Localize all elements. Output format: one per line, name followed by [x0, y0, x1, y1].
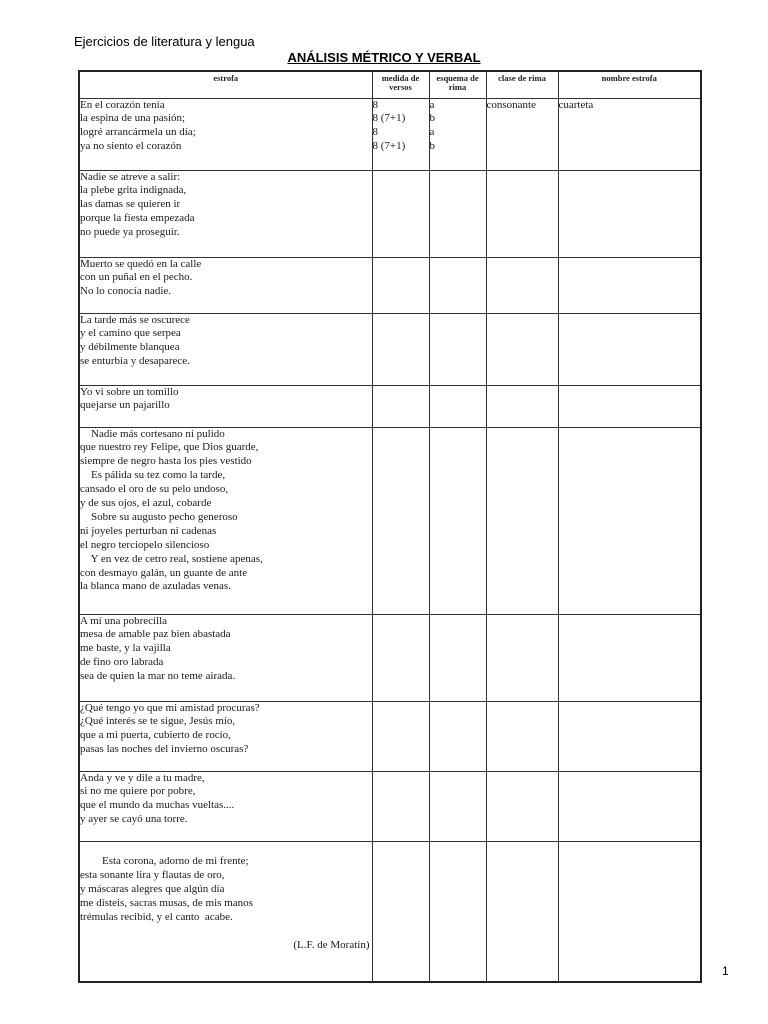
estrofa-cell: Muerto se quedó en la calle con un puñal en el pecho. No lo conocía nadie. — [79, 257, 372, 313]
table-row — [79, 385, 701, 427]
medida-cell[interactable] — [372, 771, 429, 841]
page-header: Ejercicios de literatura y lengua — [74, 34, 255, 49]
estrofa-text: Esta corona, adorno de mi frente; esta sonante lira y flautas de oro, y máscaras alegres que algún día me disteis, sacras musas, de mis manos trémulas recibid, y el canto acabe. — [80, 855, 253, 924]
clase-cell[interactable] — [486, 771, 558, 841]
table-header-row — [79, 71, 701, 98]
medida-cell[interactable] — [372, 427, 429, 614]
estrofa-cell: Anda y ve y dile a tu madre, si no me quiere por pobre, que el mundo da muchas vueltas.... y ayer se cayó una torre. — [79, 771, 372, 841]
medida-cell[interactable] — [372, 614, 429, 701]
estrofa-cell: Yo vi sobre un tomillo quejarse un pajarillo — [79, 385, 372, 427]
table-row — [79, 313, 701, 385]
esquema-cell[interactable] — [429, 701, 486, 771]
nombre-cell[interactable] — [558, 614, 701, 701]
attribution: (L.F. de Moratín) — [293, 938, 370, 951]
esquema-cell[interactable] — [429, 170, 486, 257]
estrofa-cell: Nadie se atreve a salir: la plebe grita indignada, las damas se quieren ir porque la fiesta empezada no puede ya proseguir. — [79, 170, 372, 257]
estrofa-cell: ¿Qué tengo yo que mi amistad procuras? ¿Qué interés se te sigue, Jesús mío, que a mi puerta, cubierto de rocío, pasas las noches del invierno oscuras? — [79, 701, 372, 771]
nombre-cell[interactable] — [558, 385, 701, 427]
nombre-cell[interactable]: cuarteta — [558, 98, 701, 170]
esquema-cell[interactable] — [429, 313, 486, 385]
nombre-cell[interactable] — [558, 257, 701, 313]
estrofa-cell — [79, 841, 372, 982]
table-row — [79, 257, 701, 313]
table-row — [79, 771, 701, 841]
esquema-cell[interactable] — [429, 841, 486, 982]
nombre-cell[interactable] — [558, 170, 701, 257]
column-header-estrofa: estrofa — [79, 71, 372, 98]
medida-cell[interactable] — [372, 313, 429, 385]
medida-cell[interactable] — [372, 385, 429, 427]
estrofa-cell: En el corazón tenía la espina de una pasión; logré arrancármela un día; ya no siento el corazón — [79, 98, 372, 170]
column-header-esquema: esquema de rima — [429, 71, 486, 98]
clase-cell[interactable] — [486, 257, 558, 313]
esquema-cell[interactable]: a b a b — [429, 98, 486, 170]
medida-cell[interactable] — [372, 257, 429, 313]
clase-cell[interactable] — [486, 841, 558, 982]
clase-cell[interactable] — [486, 313, 558, 385]
esquema-cell[interactable] — [429, 771, 486, 841]
table-row — [79, 614, 701, 701]
clase-cell[interactable] — [486, 385, 558, 427]
nombre-cell[interactable] — [558, 313, 701, 385]
table-row — [79, 98, 701, 170]
estrofa-cell: Nadie más cortesano ni pulido que nuestro rey Felipe, que Dios guarde, siempre de negro hasta los pies vestido Es pálida su tez como la tarde, cansado el oro de su pelo undoso, y de sus ojos, el azul, cobarde Sobre su augusto pecho generoso ni joyeles perturban ni cadenas el negro terciopelo silencioso Y en vez de cetro real, sostiene apenas, con desmayo galán, un guante de ante la blanca mano de azuladas venas. — [79, 427, 372, 614]
estrofa-cell: A mí una pobrecilla mesa de amable paz bien abastada me baste, y la vajilla de fino oro labrada sea de quien la mar no teme airada. — [79, 614, 372, 701]
medida-cell[interactable]: 8 8 (7+1) 8 8 (7+1) — [372, 98, 429, 170]
table-row — [79, 427, 701, 614]
nombre-cell[interactable] — [558, 841, 701, 982]
estrofa-cell: La tarde más se oscurece y el camino que serpea y débilmente blanquea se enturbia y desaparece. — [79, 313, 372, 385]
nombre-cell[interactable] — [558, 427, 701, 614]
column-header-medida: medida de versos — [372, 71, 429, 98]
table-row — [79, 701, 701, 771]
esquema-cell[interactable] — [429, 427, 486, 614]
nombre-cell[interactable] — [558, 701, 701, 771]
esquema-cell[interactable] — [429, 385, 486, 427]
clase-cell[interactable]: consonante — [486, 98, 558, 170]
table-row — [79, 841, 701, 982]
clase-cell[interactable] — [486, 170, 558, 257]
esquema-cell[interactable] — [429, 257, 486, 313]
esquema-cell[interactable] — [429, 614, 486, 701]
nombre-cell[interactable] — [558, 771, 701, 841]
clase-cell[interactable] — [486, 614, 558, 701]
column-header-nombre: nombre estrofa — [558, 71, 701, 98]
clase-cell[interactable] — [486, 427, 558, 614]
analysis-table — [78, 70, 702, 983]
medida-cell[interactable] — [372, 701, 429, 771]
medida-cell[interactable] — [372, 841, 429, 982]
page-number: 1 — [722, 964, 729, 978]
column-header-clase: clase de rima — [486, 71, 558, 98]
page-title: ANÁLISIS MÉTRICO Y VERBAL — [287, 50, 481, 65]
medida-cell[interactable] — [372, 170, 429, 257]
table-row — [79, 170, 701, 257]
clase-cell[interactable] — [486, 701, 558, 771]
